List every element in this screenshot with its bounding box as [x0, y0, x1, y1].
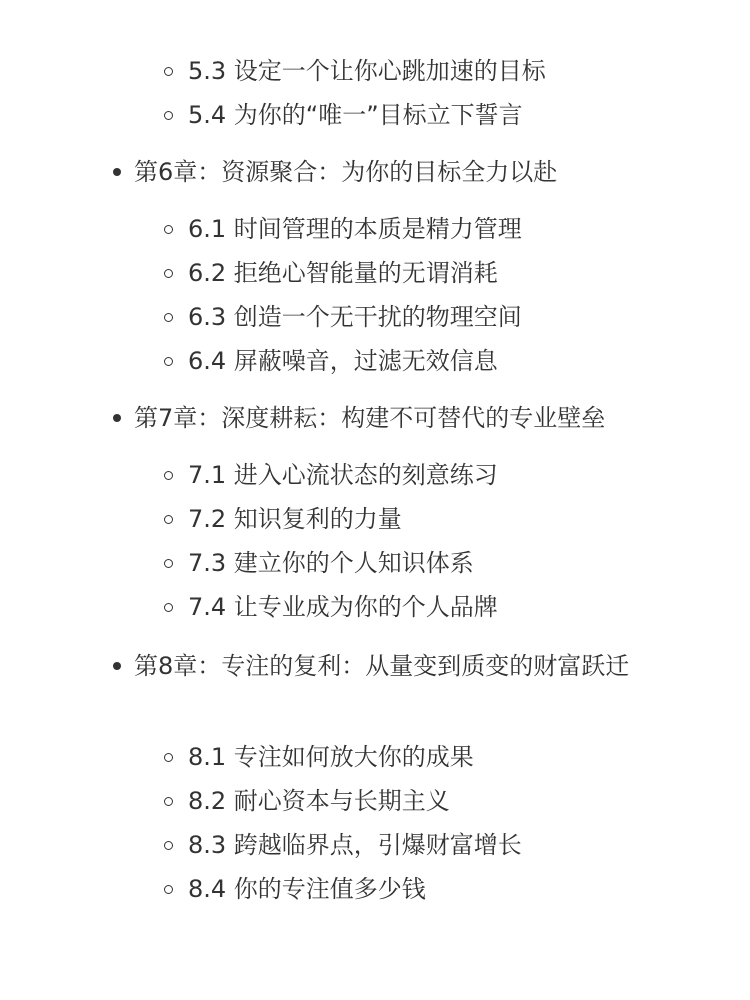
- toc-subitem-8-4[interactable]: [188, 874, 426, 904]
- toc-subitem-8-2[interactable]: [188, 786, 450, 816]
- toc-subitem-label: 6.2 拒绝心智能量的无谓消耗: [188, 259, 498, 287]
- toc-subitem-label: 8.4 你的专注值多少钱: [188, 875, 426, 903]
- toc-subitem-label: 6.3 创造一个无干扰的物理空间: [188, 303, 522, 331]
- toc-subitem-5-3[interactable]: [188, 56, 546, 86]
- toc-subitem-label: 7.1 进入心流状态的刻意练习: [188, 461, 498, 489]
- hollow-bullet-icon: [164, 753, 173, 762]
- hollow-bullet-icon: [164, 357, 173, 366]
- toc-subitem-label: 7.2 知识复利的力量: [188, 505, 402, 533]
- hollow-bullet-icon: [164, 313, 173, 322]
- hollow-bullet-icon: [164, 515, 173, 524]
- filled-bullet-icon: [113, 414, 121, 422]
- toc-subitem-label: 5.3 设定一个让你心跳加速的目标: [188, 57, 546, 85]
- toc-chapter-title: 第7章：深度耕耘：构建不可替代的专业壁垒: [134, 404, 606, 432]
- toc-subitem-label: 7.4 让专业成为你的个人品牌: [188, 593, 498, 621]
- hollow-bullet-icon: [164, 841, 173, 850]
- toc-chapter-7[interactable]: [134, 402, 664, 434]
- toc-subitem-label: 7.3 建立你的个人知识体系: [188, 549, 474, 577]
- toc-subitem-7-4[interactable]: [188, 592, 498, 622]
- toc-subitem-label: 6.1 时间管理的本质是精力管理: [188, 215, 522, 243]
- hollow-bullet-icon: [164, 885, 173, 894]
- hollow-bullet-icon: [164, 471, 173, 480]
- toc-subitem-6-4[interactable]: [188, 346, 498, 376]
- toc-chapter-title: 第8章：专注的复利：从量变到质变的财富跃迁: [134, 652, 630, 680]
- hollow-bullet-icon: [164, 603, 173, 612]
- toc-chapter-8[interactable]: [134, 650, 664, 682]
- toc-subitem-7-3[interactable]: [188, 548, 474, 578]
- toc-subitem-6-1[interactable]: [188, 214, 522, 244]
- toc-subitem-5-4[interactable]: [188, 100, 523, 130]
- hollow-bullet-icon: [164, 67, 173, 76]
- hollow-bullet-icon: [164, 559, 173, 568]
- toc-chapter-title: 第6章：资源聚合：为你的目标全力以赴: [134, 158, 558, 186]
- toc-subitem-label: 6.4 屏蔽噪音，过滤无效信息: [188, 347, 498, 375]
- filled-bullet-icon: [113, 168, 121, 176]
- toc-subitem-label: 8.2 耐心资本与长期主义: [188, 787, 450, 815]
- toc-subitem-label: 5.4 为你的“唯一”目标立下誓言: [188, 101, 523, 129]
- toc-chapter-6[interactable]: [134, 156, 664, 188]
- toc-subitem-6-2[interactable]: [188, 258, 498, 288]
- toc-subitem-6-3[interactable]: [188, 302, 522, 332]
- hollow-bullet-icon: [164, 225, 173, 234]
- toc-subitem-7-1[interactable]: [188, 460, 498, 490]
- filled-bullet-icon: [113, 662, 121, 670]
- toc-subitem-label: 8.3 跨越临界点，引爆财富增长: [188, 831, 522, 859]
- hollow-bullet-icon: [164, 111, 173, 120]
- toc-subitem-label: 8.1 专注如何放大你的成果: [188, 743, 474, 771]
- toc-subitem-8-1[interactable]: [188, 742, 474, 772]
- hollow-bullet-icon: [164, 269, 173, 278]
- toc-subitem-8-3[interactable]: [188, 830, 522, 860]
- toc-subitem-7-2[interactable]: [188, 504, 402, 534]
- hollow-bullet-icon: [164, 797, 173, 806]
